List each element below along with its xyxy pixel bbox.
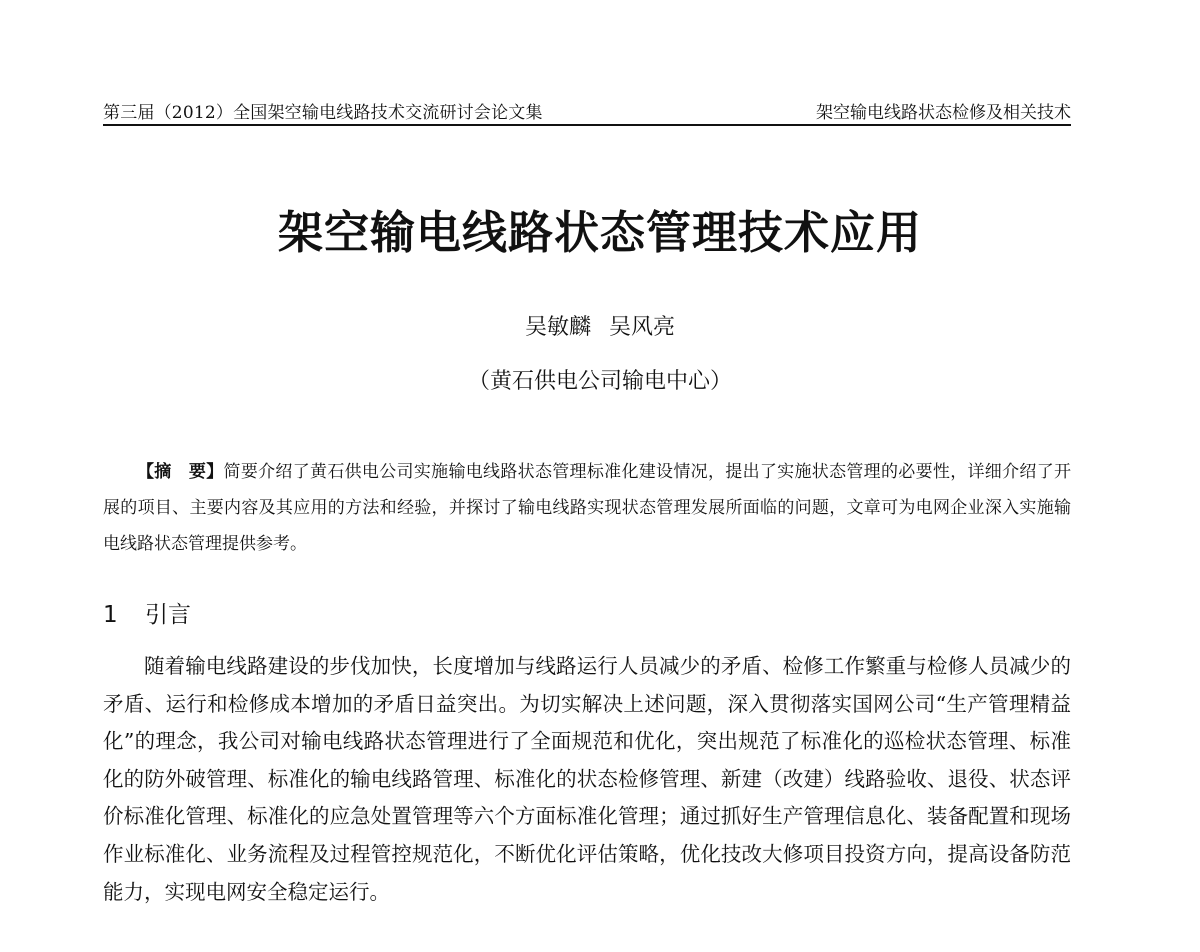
section-heading (103, 596, 191, 629)
header-section-name: 架空输电线路状态检修及相关技术 (816, 103, 1071, 123)
section-title: 引言 (145, 602, 191, 628)
author-affiliation: （黄石供电公司输电中心） (467, 369, 732, 394)
section-number: 1 (103, 602, 118, 628)
author-name: 吴敏麟 (524, 315, 591, 340)
abstract (103, 454, 1071, 562)
running-header (103, 96, 1071, 126)
author-list (0, 310, 1200, 341)
body-paragraph: 随着输电线路建设的步伐加快，长度增加与线路运行人员减少的矛盾、检修工作繁重与检修人员减少的矛盾、运行和检修成本增加的矛盾日益突出。为切实解决上述问题，深入贯彻落实国网公司“生产管理精益化”的理念，我公司对输电线路状态管理进行了全面规范和优化，突出规范了标准化的巡检状态管理、标准化的防外破管理、标准化的输电线路管理、标准化的状态检修管理、新建（改建）线路验收、退役、状态评价标准化管理、标准化的应急处置管理等六个方面标准化管理；通过抓好生产管理信息化、装备配置和现场作业标准化、业务流程及过程管控规范化，不断优化评估策略，优化技改大修项目投资方向，提高设备防范能力，实现电网安全稳定运行。 (103, 654, 1071, 904)
author-name: 吴风亮 (609, 315, 676, 340)
header-proceedings-title: 第三届（2012）全国架空输电线路技术交流研讨会论文集 (103, 103, 543, 123)
abstract-label: 【摘 要】 (137, 462, 224, 482)
abstract-text: 简要介绍了黄石供电公司实施输电线路状态管理标准化建设情况，提出了实施状态管理的必要性，详细介绍了开展的项目、主要内容及其应用的方法和经验，并探讨了输电线路实现状态管理发展所面临的问题，文章可为电网企业深入实施输电线路状态管理提供参考。 (103, 462, 1072, 554)
paper-title: 架空输电线路状态管理技术应用 (277, 206, 922, 259)
